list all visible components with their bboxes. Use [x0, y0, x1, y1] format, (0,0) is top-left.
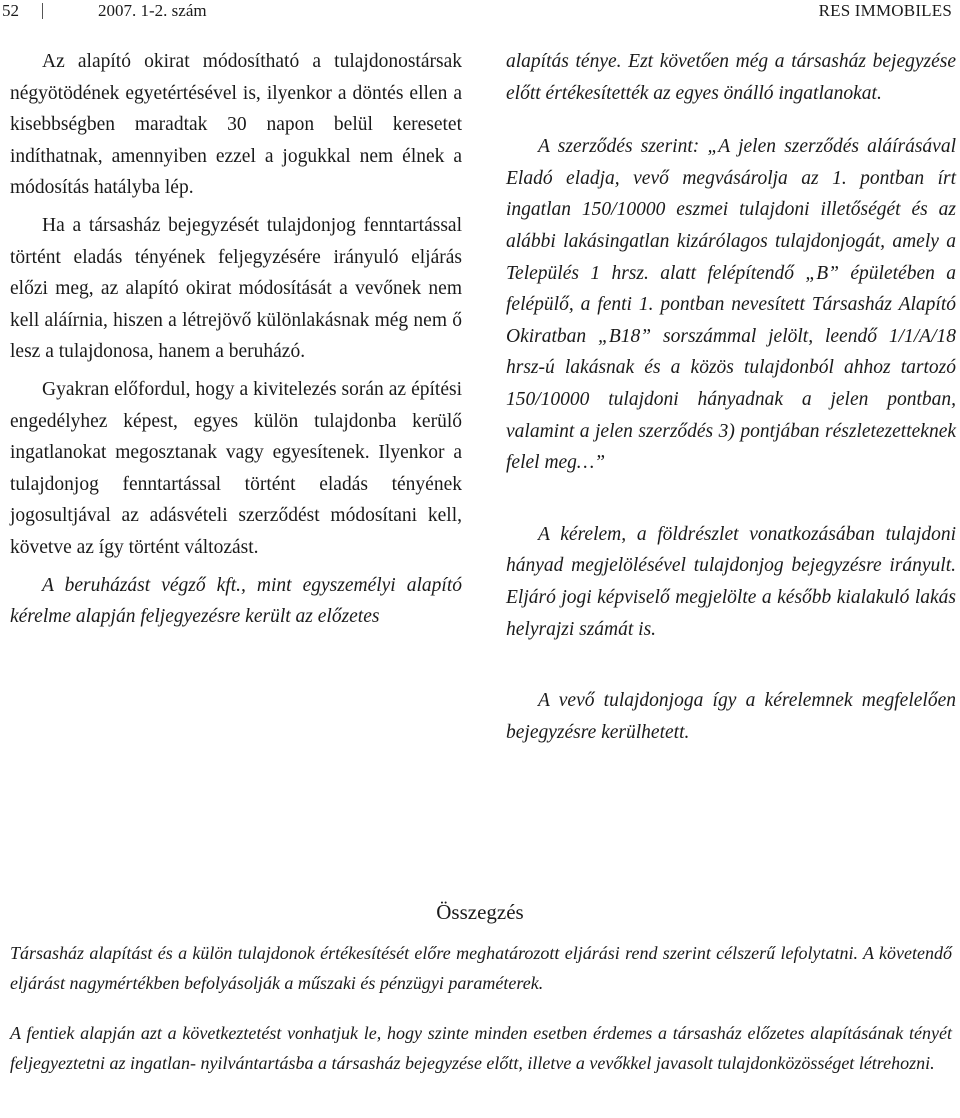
left-paragraph-1: Az alapító okirat módosítható a tulajdonostársak négyötödének egyetértésével is, ilyenkor a döntés ellen a kisebbségben maradtak 30 napon belül keresetet indíthatnak, amennyiben ezzel a jogukkal nem élnek a módosítás hatályba lép. — [10, 51, 462, 199]
summary-block-2 — [10, 1018, 952, 1078]
summary-paragraph-1: Társasház alapítást és a külön tulajdonok értékesítését előre meghatározott eljárási rend szerint célszerű lefolytatni. A követendő eljárást nagymértékben befolyásolják a műszaki és pénzügyi paraméterek. — [10, 943, 952, 993]
header-divider — [42, 3, 43, 19]
summary-paragraph-2: A fentiek alapján azt a következtetést vonhatjuk le, hogy szinte minden esetben érdemes a társasház előzetes alapításának tényét feljegyeztetni az ingatlan- nyilvántartásba a társasház bejegyzése előtt, illetve a vevőkkel javasolt tulajdonközösséget létrehozni. — [10, 1023, 952, 1073]
left-paragraph-4: A beruházást végző kft., mint egyszemélyi alapító kérelme alapján feljegyezésre került az előzetes — [10, 574, 462, 628]
left-column — [10, 46, 462, 633]
right-paragraph-3: A kérelem, a földrészlet vonatkozásában tulajdoni hányad megjelölésével tulajdonjog bejegyzésre irányult. Eljáró jogi képviselő megjelölte a később kialakuló lakás helyrajzi számát is. — [506, 523, 956, 640]
left-paragraph-2: Ha a társasház bejegyzését tulajdonjog fenntartással történt eladás tényének feljegyzésére irányuló eljárás előzi meg, az alapító okirat módosítását a vevőnek nem kell aláírnia, hiszen a létrejövő különlakásnak még nem ő lesz a tulajdonosa, hanem a beruházó. — [10, 214, 462, 363]
page-number: 52 — [2, 1, 19, 20]
issue-label: 2007. 1-2. szám — [98, 1, 207, 20]
page-header — [0, 0, 960, 26]
summary-heading: Összegzés — [436, 900, 524, 924]
journal-title: RES IMMOBILES — [818, 1, 952, 20]
right-paragraph-4: A vevő tulajdonjoga így a kérelemnek megfelelően bejegyzésre kerülhetett. — [506, 690, 956, 743]
right-paragraph-1: alapítás ténye. Ezt követően még a társasház bejegyzése előtt értékesítették az egyes önálló ingatlanokat. — [506, 51, 956, 104]
summary-block-1 — [10, 938, 952, 998]
right-column — [506, 46, 956, 748]
left-paragraph-3: Gyakran előfordul, hogy a kivitelezés során az építési engedélyhez képest, egyes külön tulajdonba kerülő ingatlanokat megosztanak vagy egyesítenek. Ilyenkor a tulajdonjog fenntartással történt eladás tényének jogosultjával az adásvételi szerződést módosítani kell, követve az így történt változást. — [10, 378, 462, 558]
right-paragraph-2: A szerződés szerint: „A jelen szerződés aláírásával Eladó eladja, vevő megvásárolja az 1. pontban írt ingatlan 150/10000 eszmei tulajdoni illetőségét és az alábbi lakásingatlan kizárólagos tulajdonjogát, amely a Település 1 hrsz. alatt felépítendő „B” épületében a felépülő, a fenti 1. pontban nevesített Társasház Alapító Okiratban „B18” sorszámmal jelölt, leendő 1/1/A/18 hrsz-ú lakásnak és a közös tulajdonból ahhoz tartozó 150/10000 tulajdoni hányadnak a jelen pontban, valamint a jelen szerződés 3) pontjában részletezetteknek felel meg…” — [506, 136, 956, 474]
